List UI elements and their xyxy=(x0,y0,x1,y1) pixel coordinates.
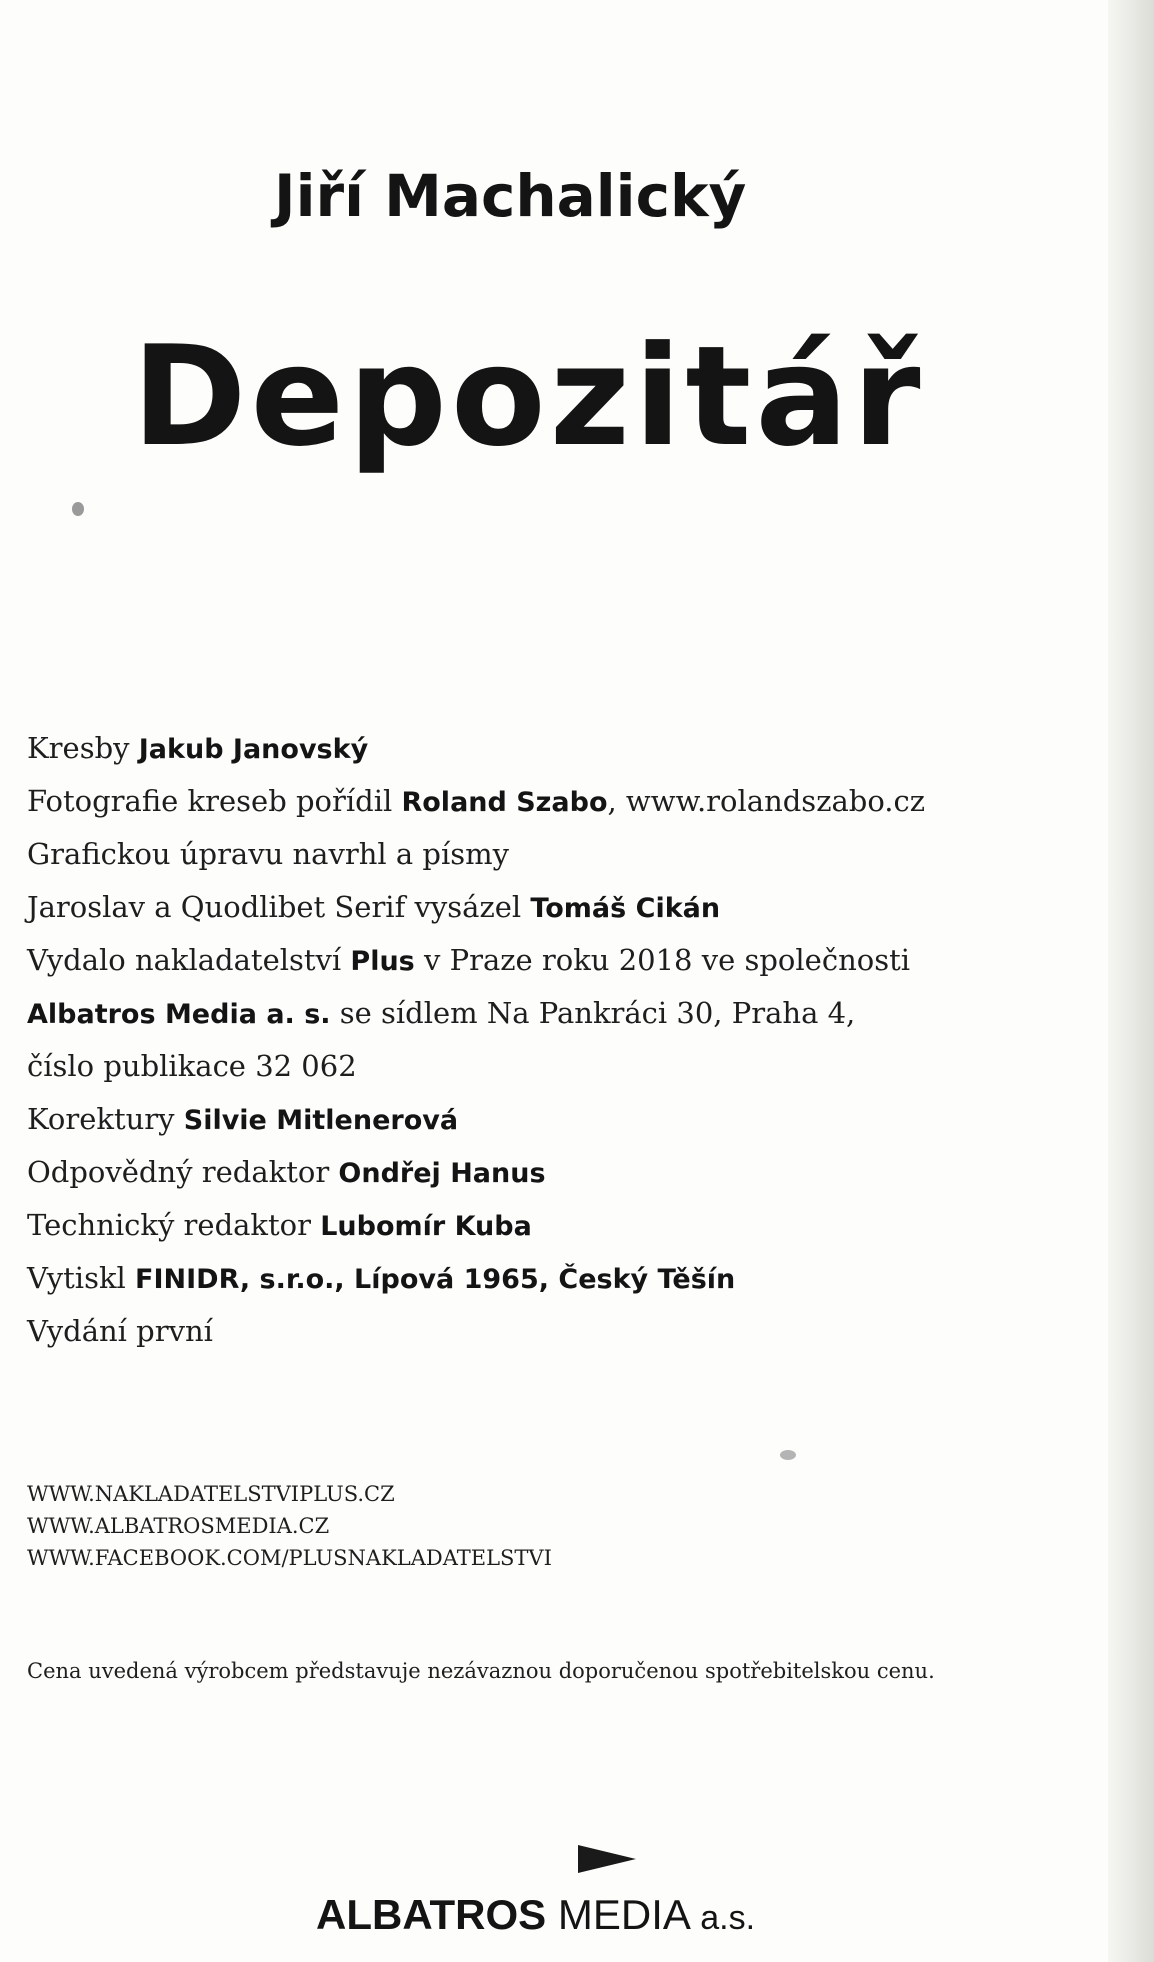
credit-line-proofreading: Korektury Silvie Mitlenerová xyxy=(27,1102,459,1136)
paper-speck xyxy=(72,502,84,516)
link-nakladatelstviplus: WWW.NAKLADATELSTVIPLUS.CZ xyxy=(27,1482,395,1506)
credit-line-publisher: Vydalo nakladatelství Plus v Praze roku 2018 ve společnosti xyxy=(27,943,911,977)
credit-line-edition: Vydání první xyxy=(27,1314,213,1348)
link-facebook: WWW.FACEBOOK.COM/PLUSNAKLADATELSTVI xyxy=(27,1546,552,1570)
colophon-credits xyxy=(27,722,925,1358)
arrow-icon xyxy=(578,1845,636,1873)
book-title: Depozitář xyxy=(132,316,925,477)
paper-speck xyxy=(780,1450,796,1460)
credit-line-company: Albatros Media a. s. se sídlem Na Pankráci 30, Praha 4, xyxy=(27,996,856,1030)
link-albatrosmedia: WWW.ALBATROSMEDIA.CZ xyxy=(27,1514,330,1538)
logo-wordmark: ALBATROS MEDIA a.s. xyxy=(316,1891,756,1938)
page-edge-shadow xyxy=(1108,0,1154,1962)
credit-line-publication-number: číslo publikace 32 062 xyxy=(27,1049,357,1083)
credit-line-technical-editor: Technický redaktor Lubomír Kuba xyxy=(27,1208,532,1242)
credit-line-typesetting: Jaroslav a Quodlibet Serif vysázel Tomáš Cikán xyxy=(27,890,721,924)
credit-line-photography: Fotografie kreseb pořídil Roland Szabo, www.rolandszabo.cz xyxy=(27,784,926,818)
credit-line-editor: Odpovědný redaktor Ondřej Hanus xyxy=(27,1155,546,1189)
author-name: Jiří Machalický xyxy=(274,162,747,230)
credit-line-design: Grafickou úpravu navrhl a písmy xyxy=(27,837,509,871)
publisher-links xyxy=(27,1478,552,1574)
albatros-media-logo xyxy=(316,1845,796,1945)
credit-line-printer: Vytiskl FINIDR, s.r.o., Lípová 1965, Český Těšín xyxy=(27,1261,736,1295)
credit-line-drawings: Kresby Jakub Janovský xyxy=(27,731,369,765)
price-note: Cena uvedená výrobcem představuje nezávaznou doporučenou spotřebitelskou cenu. xyxy=(27,1659,935,1683)
